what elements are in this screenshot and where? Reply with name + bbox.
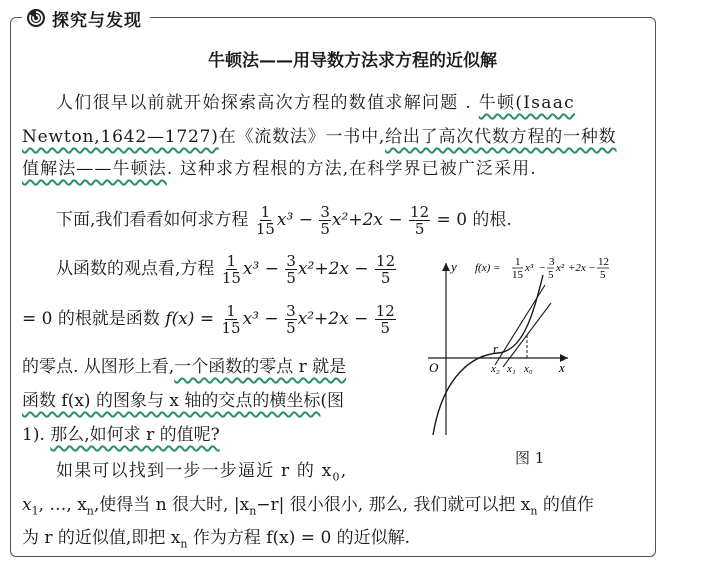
p1-text-a: 人们很早以前就开始探索高次方程的数值求解问题	[56, 93, 459, 113]
term-x2: x²	[331, 210, 349, 230]
frac-den: 15	[221, 319, 241, 337]
p4-text-b3: ,使得当 n 很大时, |x	[93, 495, 250, 515]
figure-1-graph	[423, 255, 653, 445]
sub-n: n	[180, 537, 188, 551]
frac-num: 1	[226, 302, 236, 320]
term-x3: x³	[242, 309, 259, 329]
sub-n: n	[86, 504, 94, 518]
formula-n1: 1	[515, 256, 521, 268]
formula-x3: x³	[525, 262, 534, 274]
op-eq: =	[199, 309, 215, 329]
p3-text-c: 的零点. 从图形上看,	[22, 357, 175, 377]
p3-line4	[22, 390, 344, 412]
p1-text-g: . 这种求方程根的方法,在科学界已被广泛采用.	[166, 159, 537, 179]
op-minus: −	[298, 210, 313, 230]
p1-line2	[22, 126, 616, 148]
formula-d5b: 5	[600, 269, 606, 281]
fraction-3-5	[319, 204, 331, 237]
formula-n12: 12	[598, 256, 609, 268]
fraction-3-5	[285, 253, 297, 286]
p2-line	[56, 203, 512, 237]
op-minus: −	[354, 259, 369, 279]
p4-line3	[22, 527, 410, 555]
y-axis-label: y	[451, 259, 457, 274]
p3-text-b: = 0 的根就是函数	[22, 309, 160, 329]
x2-label: x₂	[491, 363, 500, 375]
swirl-icon	[26, 8, 46, 28]
p1-line3	[22, 158, 537, 180]
page-title: 牛顿法——用导数方法求方程的近似解	[208, 51, 497, 71]
frac-num: 12	[376, 252, 396, 270]
p4-text-c: 为 r 的近似值,即把 x	[22, 528, 181, 548]
figure-caption: 图 1	[515, 449, 545, 467]
term-fx: f(x)	[165, 309, 195, 329]
frac-den: 15	[255, 220, 275, 238]
p1-line1: 人们很早以前就开始探索高次方程的数值求解问题 . 牛顿(Isaac	[56, 93, 575, 113]
p3-text-e2: 那么,如何求 r 的值呢?	[50, 425, 220, 445]
formula-d5: 5	[548, 269, 554, 281]
term-x3: x³	[242, 259, 260, 279]
op-minus: −	[264, 309, 279, 329]
op-minus: −	[354, 309, 369, 329]
x1-label: x₁	[507, 363, 516, 375]
p1-text-b: 牛顿(Isaac	[478, 93, 575, 113]
fraction-1-15	[221, 303, 242, 336]
fraction-12-5	[409, 204, 430, 237]
sub-n: n	[249, 504, 257, 518]
p4-text-b4: −r| 很小很小, 那么, 我们就可以把 x	[256, 495, 531, 515]
frac-num: 3	[320, 203, 330, 221]
origin-label: O	[429, 360, 439, 375]
p4-text-b5: 的值作	[537, 495, 594, 515]
frac-num: 1	[260, 203, 271, 221]
fraction-1-15	[255, 204, 276, 237]
formula-minus2: −	[589, 262, 596, 274]
p3-line1	[56, 252, 397, 286]
p3-line2	[22, 302, 397, 336]
term-x2: x²	[297, 309, 315, 329]
p1-text-f: 值解法——牛顿法	[22, 159, 167, 179]
formula-n3: 3	[549, 256, 555, 268]
sub-0: 0	[332, 470, 341, 484]
formula-minus1: −	[539, 262, 546, 274]
term-x2: x²	[297, 259, 315, 279]
op-minus: −	[264, 259, 279, 279]
root-label: r	[493, 341, 499, 356]
fraction-12-5	[375, 303, 396, 336]
frac-den: 5	[380, 269, 391, 287]
p4-text-a: 如果可以找到一步一步逼近 r 的 x	[56, 461, 333, 481]
term-x3: x³	[276, 210, 294, 230]
sub-n: n	[530, 504, 538, 518]
frac-den: 5	[286, 269, 296, 287]
frac-num: 12	[410, 203, 430, 221]
frac-den: 5	[320, 220, 330, 238]
p3-line3	[22, 356, 346, 378]
var-x1: x	[22, 495, 32, 515]
op-minus: −	[388, 210, 403, 230]
p3-text-c2: 一个函数的零点 r 就是	[174, 357, 347, 377]
formula-prefix: f(x) =	[475, 262, 501, 274]
fraction-3-5	[285, 303, 297, 336]
formula-2x: +2x	[568, 262, 586, 274]
p1-text-c: Newton,1642—1727)	[22, 127, 219, 147]
p3-text-e: 1).	[22, 425, 51, 445]
formula-d15: 15	[512, 269, 523, 281]
p1-text-e: 给出了高次代数方程的一种数	[385, 127, 617, 147]
formula-x2: x²	[556, 262, 565, 274]
p3-line5	[22, 424, 220, 446]
p3-text-d2: (图	[320, 391, 344, 411]
p4-line1: 如果可以找到一步一步逼近 r 的 $x_0$,	[56, 461, 348, 484]
term-2x: +2x	[348, 210, 383, 230]
fraction-12-5	[375, 253, 396, 286]
p1-text-d: 在《流数法》一书中,	[218, 127, 386, 147]
y-axis-arrow	[442, 263, 450, 271]
frac-den: 5	[414, 220, 425, 238]
term-2x: +2x	[314, 259, 349, 279]
frac-num: 1	[226, 252, 237, 270]
term-2x: +2x	[314, 309, 349, 329]
p4-text-b2: , …, x	[38, 495, 87, 515]
x0-label: x₀	[524, 363, 533, 375]
section-header	[22, 6, 150, 30]
frac-den: 5	[286, 319, 296, 337]
p2-end: = 0 的根.	[436, 210, 512, 230]
frac-den: 5	[380, 319, 391, 337]
p4-text-c2: 作为方程 f(x) = 0 的近似解.	[187, 528, 411, 548]
fraction-1-15	[221, 253, 242, 286]
p2-intro: 下面,我们看看如何求方程	[56, 210, 249, 230]
p3-text-d: 函数 f(x) 的图象与 x 轴的交点的横坐标	[22, 391, 321, 411]
frac-num: 3	[286, 252, 296, 270]
frac-num: 12	[375, 302, 395, 320]
frac-num: 3	[286, 302, 296, 320]
tangent-line-x1	[495, 285, 545, 365]
x-axis-label: x	[559, 360, 565, 375]
frac-den: 15	[221, 269, 241, 287]
p4-line2	[22, 494, 594, 522]
p3-text-a: 从函数的观点看,方程	[56, 259, 215, 279]
sub-1: 1	[31, 504, 39, 518]
section-header-label: 探究与发现	[52, 10, 142, 31]
